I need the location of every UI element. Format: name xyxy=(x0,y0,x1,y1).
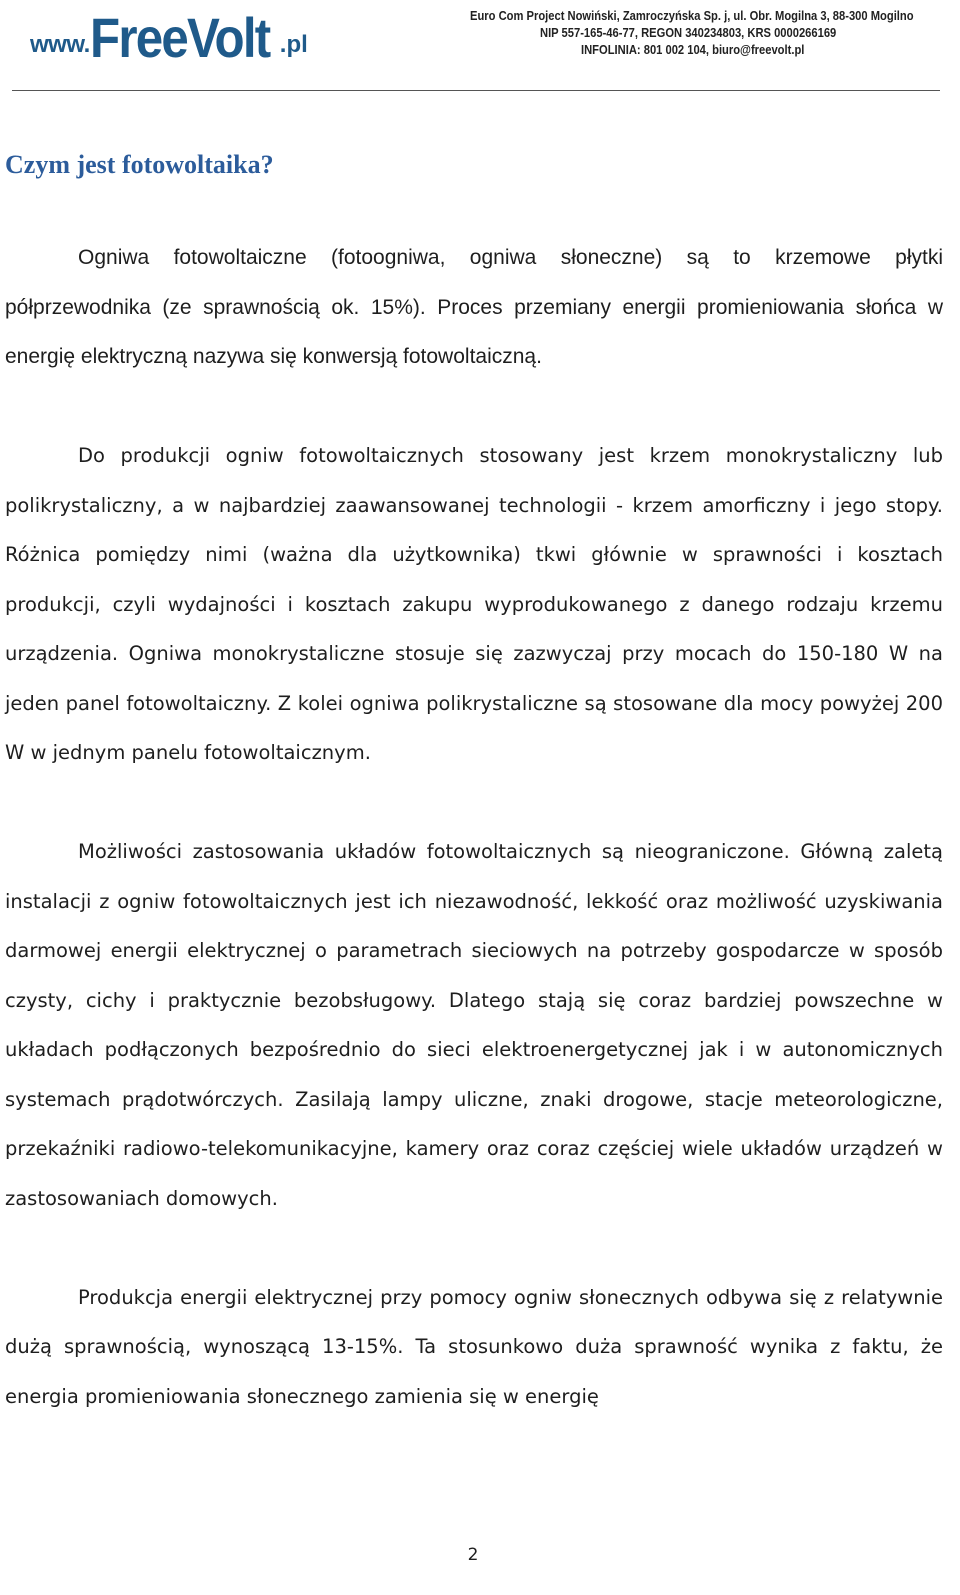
paragraph-applications: Możliwości zastosowania układów fotowoltaicznych są nieograniczone. Główną zaletą instalacji z ogniw fotowoltaicznych jest ich niezawodność, lekkość oraz możliwość uzyskiwania darmowej energii elektrycznej o parametrach sieciowych na potrzeby gospodarcze w sposób czysty, cichy i praktycznie bezobsługowy. Dlatego stają się coraz bardziej powszechne w układach podłączonych bezpośrednio do sieci elektroenergetycznej jak i w autonomicznych systemach prądotwórczych. Zasilają lampy uliczne, znaki drogowe, stacje meteorologiczne, przekaźniki radiowo-telekomunikacyjne, kamery oraz coraz częściej wiele układów urządzeń w zastosowaniach domowych. xyxy=(5,840,943,1210)
page-title: Czym jest fotowoltaika? xyxy=(5,150,274,179)
logo-brand: FreeVolt xyxy=(89,6,270,69)
page-number: 2 xyxy=(467,1545,479,1565)
company-address: Euro Com Project Nowiński, Zamroczyńska Sp. j, ul. Obr. Mogilna 3, 88-300 Mogilno xyxy=(470,8,914,23)
document-body xyxy=(5,233,943,1421)
company-registration: NIP 557-165-46-77, REGON 340234803, KRS 0000266169 xyxy=(540,25,837,40)
logo-tld: .pl xyxy=(279,31,308,58)
company-contact: INFOLINIA: 801 002 104, biuro@freevolt.pl xyxy=(581,42,805,57)
paragraph-intro: Ogniwa fotowoltaiczne (fotoogniwa, ogniwa słoneczne) są to krzemowe płytki półprzewodnika (ze sprawnością ok. 15%). Proces przemiany energii promieniowania słońca w energię elektryczną nazywa się konwersją fotowoltaiczną. xyxy=(5,246,943,368)
header-divider xyxy=(12,90,940,91)
freevolt-logo xyxy=(30,2,308,69)
paragraph-efficiency: Produkcja energii elektrycznej przy pomocy ogniw słonecznych odbywa się z relatywnie dużą sprawnością, wynoszącą 13-15%. Ta stosunkowo duża sprawność wynika z faktu, że energia promieniowania słonecznego zamienia się w energię xyxy=(5,1285,943,1408)
paragraph-silicon: Do produkcji ogniw fotowoltaicznych stosowany jest krzem monokrystaliczny lub polikrystaliczny, a w najbardziej zaawansowanej technologii - krzem amorficzny i jego stopy. Różnica pomiędzy nimi (ważna dla użytkownika) tkwi głównie w sprawności i kosztach produkcji, czyli wydajności i kosztach zakupu wyprodukowanego z danego rodzaju krzemu urządzenia. Ogniwa monokrystaliczne stosuje się zazwyczaj przy mocach do 150-180 W na jeden panel fotowoltaiczny. Z kolei ogniwa polikrystaliczne są stosowane dla mocy powyżej 200 W w jednym panelu fotowoltaicznym. xyxy=(5,444,943,764)
logo-www: www. xyxy=(30,31,90,58)
company-info xyxy=(470,7,940,58)
page-header xyxy=(0,0,960,96)
